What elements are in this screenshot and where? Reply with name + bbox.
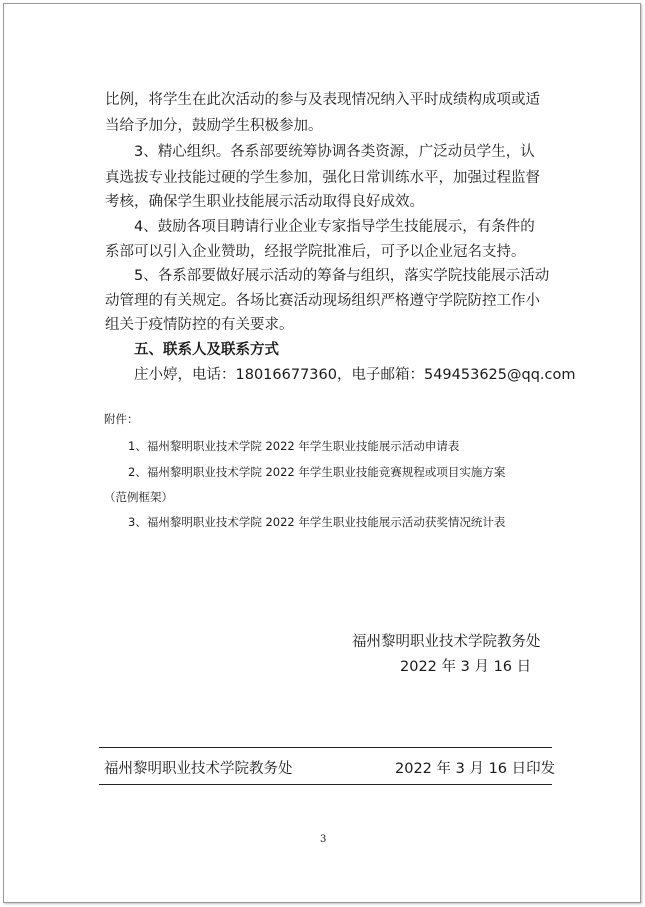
body-line: 系部可以引入企业赞助，经报学院批准后，可予以企业冠名支持。 xyxy=(105,244,526,260)
footer-top-rule xyxy=(99,747,552,748)
attachment-item: 3、福州黎明职业技术学院 2022 年学生职业技能展示活动获奖情况统计表 xyxy=(128,515,506,529)
attachment-item: 2、福州黎明职业技术学院 2022 年学生职业技能竞赛规程或项目实施方案 xyxy=(128,465,506,479)
contact-heading: 五、联系人及联系方式 xyxy=(134,342,279,358)
body-line: 比例，将学生在此次活动的参与及表现情况纳入平时成绩构成项或适 xyxy=(105,92,540,108)
body-line: 当给予加分，鼓励学生积极参加。 xyxy=(105,118,323,134)
body-line: 5、各系部要做好展示活动的筹备与组织，落实学院技能展示活动 xyxy=(134,268,550,284)
footer-bottom-rule xyxy=(99,784,552,785)
body-line: 4、鼓励各项目聘请行业企业专家指导学生技能展示，有条件的 xyxy=(134,219,535,235)
footer-issuer: 福州黎明职业技术学院教务处 xyxy=(104,761,293,777)
document-page xyxy=(3,3,641,903)
body-line: 动管理的有关规定。各场比赛活动现场组织严格遵守学院防控工作小 xyxy=(105,293,540,309)
signature-issuer: 福州黎明职业技术学院教务处 xyxy=(352,634,541,650)
page-number: 3 xyxy=(320,834,327,845)
footer-date: 2022 年 3 月 16 日印发 xyxy=(395,761,556,777)
contact-line: 庄小婷，电话：18016677360，电子邮箱：549453625@qq.com xyxy=(134,367,576,383)
attachment-item: 1、福州黎明职业技术学院 2022 年学生职业技能展示活动申请表 xyxy=(128,439,460,453)
body-line: 3、精心组织。各系部要统筹协调各类资源，广泛动员学生，认 xyxy=(134,144,535,160)
attachments-label: 附件： xyxy=(104,412,139,426)
body-line: 真选拔专业技能过硬的学生参加，强化日常训练水平，加强过程监督 xyxy=(105,170,540,186)
body-line: 组关于疫情防控的有关要求。 xyxy=(105,317,294,333)
signature-date: 2022 年 3 月 16 日 xyxy=(400,659,532,675)
attachment-item-continuation: （范例框架） xyxy=(104,490,173,504)
body-line: 考核，确保学生职业技能展示活动取得良好成效。 xyxy=(105,194,424,210)
